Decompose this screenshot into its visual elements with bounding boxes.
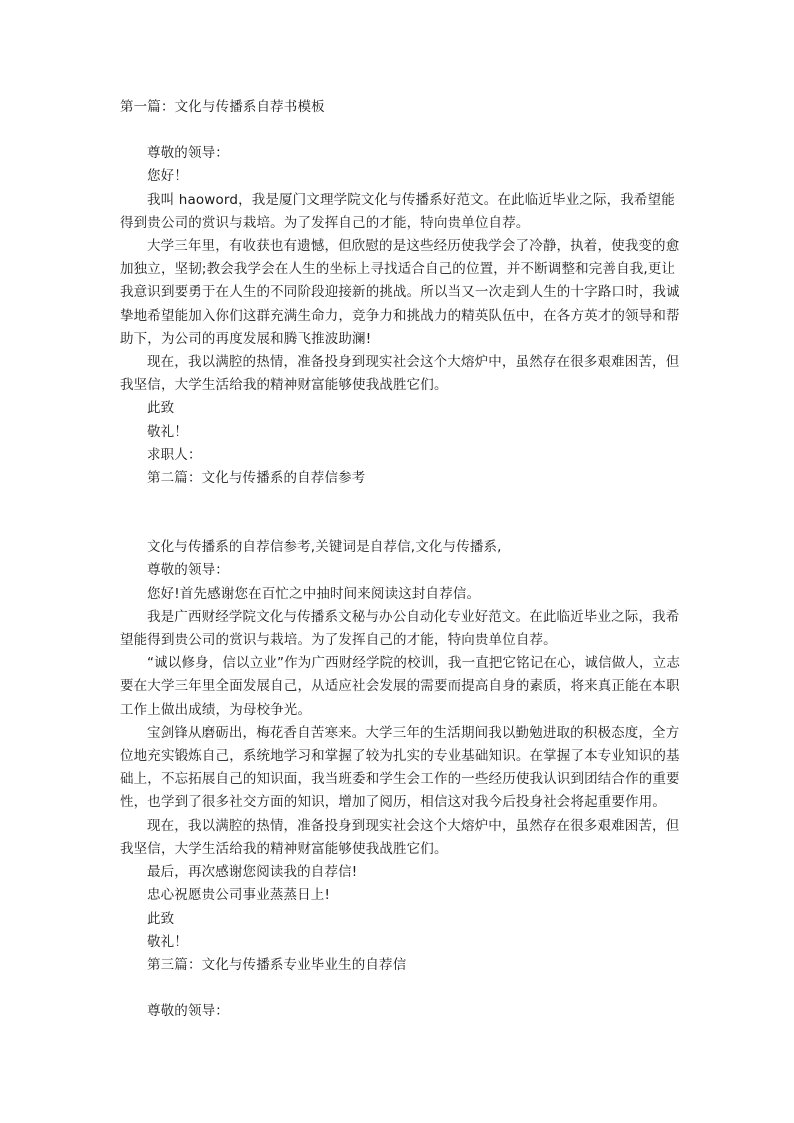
section-3-title: 第三篇：文化与传播系专业毕业生的自荐信 bbox=[147, 956, 407, 973]
section-2-greeting: 您好!首先感谢您在百忙之中抽时间来阅读这封自荐信。 bbox=[147, 585, 481, 602]
section-2-thanks: 最后，再次感谢您阅读我的自荐信! bbox=[147, 864, 358, 881]
section-2-salutation: 尊敬的领导： bbox=[147, 562, 229, 579]
section-1-greeting: 您好！ bbox=[147, 168, 188, 185]
section-2-closing: 此致 bbox=[147, 910, 175, 927]
section-2-wish: 忠心祝愿贵公司事业蒸蒸日上! bbox=[147, 887, 331, 904]
section-2-title: 第二篇：文化与传播系的自荐信参考 bbox=[147, 470, 366, 487]
section-1-paragraph: 现在，我以满腔的热情，准备投身到现实社会这个大熔炉中，虽然存在很多艰难困苦，但我坚信，大学生活给我的精神财富能够使我战胜它们。 bbox=[120, 354, 680, 394]
spacer bbox=[120, 977, 680, 1000]
section-3-salutation: 尊敬的领导： bbox=[147, 1003, 229, 1020]
section-2-keywords: 文化与传播系的自荐信参考,关键词是自荐信,文化与传播系, bbox=[147, 539, 502, 556]
section-2-paragraph: 现在，我以满腔的热情，准备投身到现实社会这个大熔炉中，虽然存在很多艰难困苦，但我坚信，大学生活给我的精神财富能够使我战胜它们。 bbox=[120, 817, 680, 857]
section-2-paragraph: 我是广西财经学院文化与传播系文秘与办公自动化专业好范文。在此临近毕业之际，我希望能得到贵公司的赏识与栽培。为了发挥自己的才能，特向贵单位自荐。 bbox=[120, 608, 680, 649]
section-1-closing: 此致 bbox=[147, 400, 175, 417]
section-2-paragraph: “诚以修身，信以立业”作为广西财经学院的校训，我一直把它铭记在心，诚信做人，立志要在大学三年里全面发展自己，从适应社会发展的需要而提高自身的素质，将来真正能在本职工作上做出成绩，为母校争光。 bbox=[120, 655, 680, 718]
document-body bbox=[120, 96, 680, 1023]
section-1-paragraph: 大学三年里，有收获也有遗憾，但欣慰的是这些经历使我学会了冷静，执着，使我变的愈加独立，坚韧;教会我学会在人生的坐标上寻找适合自己的位置，并不断调整和完善自我,更让我意识到要勇于在人生的不同阶段迎接新的挑战。所以当又一次走到人生的十字路口时，我诚挚地希望能加入你们这群充满生命力，竞争力和挑战力的精英队伍中，在各方英才的领导和帮助下，为公司的再度发展和腾飞推波助澜! bbox=[120, 238, 680, 347]
spacer bbox=[120, 490, 680, 536]
section-2-regards: 敬礼！ bbox=[147, 933, 188, 950]
section-2-paragraph: 宝剑锋从磨砺出，梅花香自苦寒来。大学三年的生活期间我以勤勉进取的积极态度，全方位地充实锻炼自己，系统地学习和掌握了较为扎实的专业基础知识。在掌握了本专业知识的基础上，不忘拓展自己的知识面，我当班委和学生会工作的一些经历使我认识到团结合作的重要性，也学到了很多社交方面的知识，增加了阅历，相信这对我今后投身社会将起重要作用。 bbox=[120, 724, 680, 811]
section-1-regards: 敬礼！ bbox=[147, 423, 188, 440]
spacer bbox=[120, 119, 680, 142]
section-1-paragraph: 我叫 haoword，我是厦门文理学院文化与传播系好范文。在此临近毕业之际，我希望能得到贵公司的赏识与栽培。为了发挥自己的才能，特向贵单位自荐。 bbox=[120, 191, 675, 231]
section-1-salutation: 尊敬的领导： bbox=[147, 145, 229, 162]
section-1-title: 第一篇：文化与传播系自荐书模板 bbox=[120, 99, 325, 115]
section-1-signature: 求职人： bbox=[147, 446, 202, 463]
